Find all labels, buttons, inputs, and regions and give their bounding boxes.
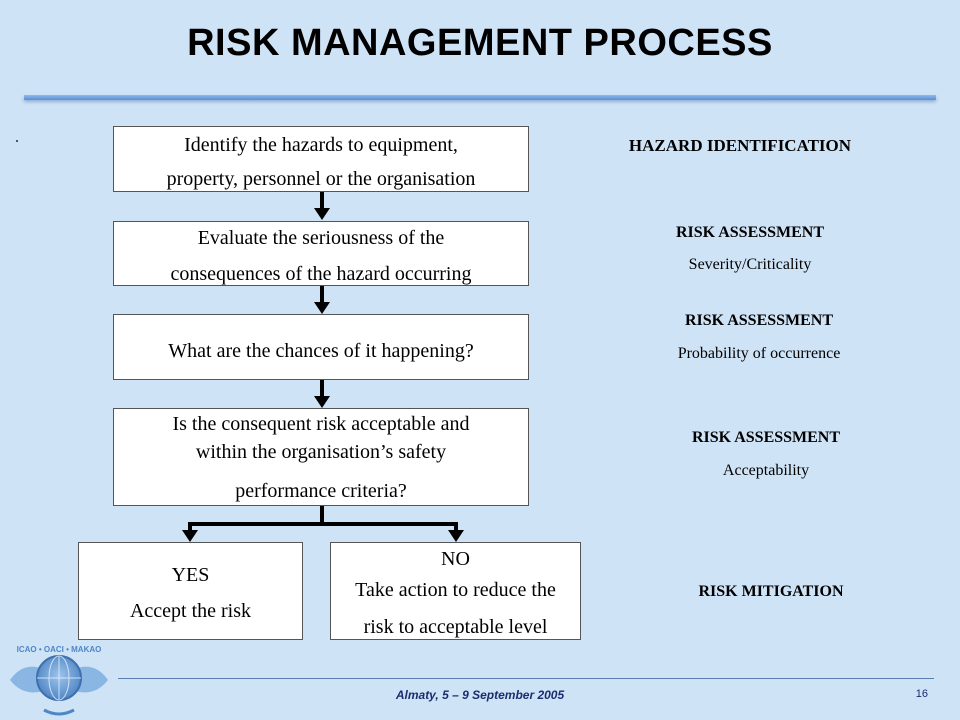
- arrowhead-2: [314, 302, 330, 314]
- no-line-1: Take action to reduce the: [355, 579, 556, 601]
- step-3-line-1: What are the chances of it happening?: [168, 340, 474, 362]
- yes-text: Accept the risk: [129, 600, 252, 622]
- side-label-2-sub: Severity/Criticality: [688, 256, 812, 273]
- footer-divider: [118, 678, 934, 679]
- side-label-4-head: RISK ASSESSMENT: [691, 429, 841, 446]
- side-label-hazard-identification: [600, 136, 880, 156]
- no-label: NO: [441, 548, 470, 570]
- step-4-line-3: performance criteria?: [235, 480, 407, 502]
- step-4-line-1: Is the consequent risk acceptable and: [172, 413, 470, 435]
- arrowhead-3: [314, 396, 330, 408]
- footer-event: Almaty, 5 – 9 September 2005: [395, 688, 565, 702]
- side-label-4-sub: Acceptability: [722, 462, 810, 479]
- side-label-risk-assessment-acceptability: [626, 429, 906, 480]
- side-label-2-head: RISK ASSESSMENT: [675, 224, 825, 241]
- page-title: RISK MANAGEMENT PROCESS: [187, 22, 773, 64]
- yes-label: YES: [171, 564, 210, 586]
- arrowhead-no: [448, 530, 464, 542]
- page-number: 16: [915, 688, 928, 700]
- side-label-risk-assessment-probability: [619, 312, 899, 363]
- step-1-line-1: Identify the hazards to equipment,: [184, 134, 458, 156]
- arrowhead-1: [314, 208, 330, 220]
- icao-logo-icon: [4, 640, 114, 720]
- step-4-line-2: within the organisation’s safety: [195, 441, 447, 463]
- arrowhead-yes: [182, 530, 198, 542]
- step-2-line-2: consequences of the hazard occurring: [170, 263, 472, 285]
- logo-text: ICAO • OACI • MAKAO: [16, 645, 102, 654]
- no-line-2: risk to acceptable level: [363, 616, 548, 638]
- step-1-line-2: property, personnel or the organisation: [166, 168, 476, 190]
- side-label-risk-assessment-severity: [610, 224, 890, 274]
- side-label-risk-mitigation: [631, 583, 911, 601]
- side-label-1-head: HAZARD IDENTIFICATION: [628, 136, 852, 155]
- side-label-3-head: RISK ASSESSMENT: [684, 312, 834, 329]
- side-label-5-head: RISK MITIGATION: [698, 583, 844, 600]
- step-2-line-1: Evaluate the seriousness of the: [197, 227, 445, 249]
- side-label-3-sub: Probability of occurrence: [677, 345, 841, 362]
